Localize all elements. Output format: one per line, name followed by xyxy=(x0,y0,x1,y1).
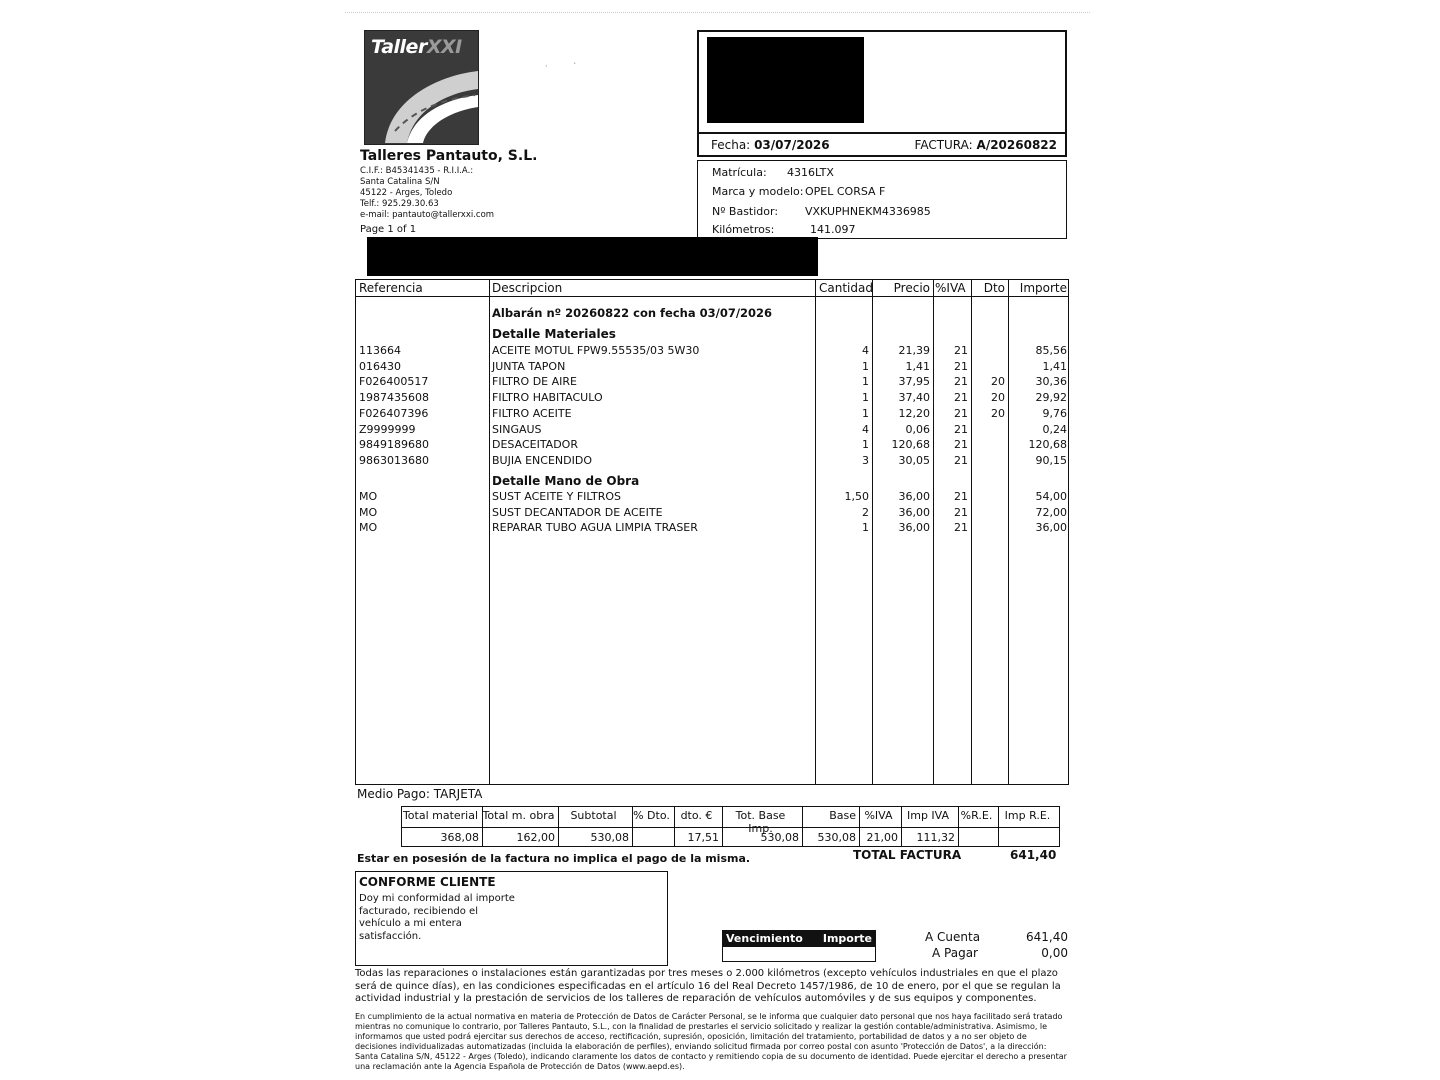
totals-header-imp-re: Imp R.E. xyxy=(1004,809,1051,822)
cell-importe: 1,41 xyxy=(1042,359,1067,373)
page-top-edge xyxy=(345,12,1090,13)
cell-desc: SINGAUS xyxy=(492,422,542,436)
cell-ref: 9863013680 xyxy=(359,453,429,467)
cell-desc: JUNTA TAPON xyxy=(492,359,566,373)
cell-ref: 016430 xyxy=(359,359,401,373)
col-iva: %IVA xyxy=(935,281,966,295)
cell-desc: DESACEITADOR xyxy=(492,438,578,452)
km-value: 141.097 xyxy=(810,223,856,236)
total-factura-label: TOTAL FACTURA xyxy=(853,848,962,862)
cell-importe: 36,00 xyxy=(1035,521,1067,535)
logo-wordmark: TallerXXI xyxy=(371,36,462,58)
col-referencia: Referencia xyxy=(359,281,423,295)
cell-desc: ACEITE MOTUL FPW9.55535/03 5W30 xyxy=(492,344,700,357)
company-info: C.I.F.: B45341435 - R.I.I.A.: Santa Catalina S/N 45122 - Arges, Toledo Telf.: 925.29.30.63 e-mail: pantauto@tallerxxi.com xyxy=(360,166,495,220)
bastidor-label: Nº Bastidor: xyxy=(712,205,779,218)
scan-specks: · ` xyxy=(545,62,577,71)
cell-iva: 21 xyxy=(954,391,968,405)
conforme-box xyxy=(355,871,668,966)
cell-iva: 21 xyxy=(954,375,968,389)
totals-value-dto-eur: 17,51 xyxy=(687,831,719,844)
cell-iva: 21 xyxy=(954,505,968,519)
cell-desc: SUST ACEITE Y FILTROS xyxy=(492,490,622,503)
invoice-number: FACTURA: A/20260822 xyxy=(914,138,1057,152)
cell-desc: FILTRO ACEITE xyxy=(492,406,572,420)
company-name: Talleres Pantauto, S.L. xyxy=(360,148,538,164)
cell-importe: 30,36 xyxy=(1035,375,1067,389)
col-importe: Importe xyxy=(1019,281,1067,295)
km-label: Kilómetros: xyxy=(712,223,775,236)
cell-precio: 36,00 xyxy=(898,521,930,535)
page-number: Page 1 of 1 xyxy=(360,224,417,235)
cell-desc: FILTRO DE AIRE xyxy=(492,375,577,389)
cell-precio: 0,06 xyxy=(905,422,930,436)
cell-precio: 37,95 xyxy=(898,375,930,389)
cell-ref: F026407396 xyxy=(359,406,429,420)
cell-ref: Z9999999 xyxy=(359,422,416,436)
cell-cantidad: 4 xyxy=(862,422,869,436)
cell-ref: 113664 xyxy=(359,344,401,357)
cell-ref: MO xyxy=(359,490,378,503)
cell-desc: SUST DECANTADOR DE ACEITE xyxy=(492,505,663,519)
totals-value-total-obra: 162,00 xyxy=(516,831,555,844)
matricula-label: Matrícula: xyxy=(712,166,767,179)
cell-precio: 21,39 xyxy=(898,344,930,357)
vencimiento-label: Vencimiento xyxy=(726,932,803,945)
garantia-text: Todas las reparaciones o instalaciones están garantizadas por tres meses o 2.000 kilómetros (excepto vehículos industriales en que el plazo será de quince días), en las condiciones especificadas en el artículo 16 del Real Decreto 1457/1986, de 10 de enero, por el que se regulan la actividad industrial y la prestación de servicios de los talleres de reparación de vehículos automóviles y de sus equipos y componentes. xyxy=(355,968,1061,1004)
matricula-value: 4316LTX xyxy=(787,166,834,179)
cell-cantidad: 4 xyxy=(862,344,869,357)
redacted-client-block xyxy=(707,37,864,123)
vehicle-info-box xyxy=(697,160,1067,239)
cell-importe: 9,76 xyxy=(1042,406,1067,420)
cell-dto: 20 xyxy=(991,406,1005,420)
cell-cantidad: 1 xyxy=(862,359,869,373)
cell-cantidad: 1 xyxy=(862,375,869,389)
cell-cantidad: 1 xyxy=(862,438,869,452)
marca-value: OPEL CORSA F xyxy=(805,185,886,198)
road-swoosh-icon xyxy=(365,31,478,144)
cell-desc: BUJIA ENCENDIDO xyxy=(492,453,592,467)
totals-header-imp-iva: Imp IVA xyxy=(906,809,950,822)
marca-label: Marca y modelo: xyxy=(712,185,804,198)
vencimiento-header xyxy=(723,931,875,947)
a-cuenta-value: 641,40 xyxy=(1026,930,1068,944)
cell-ref: MO xyxy=(359,521,378,535)
a-pagar-value: 0,00 xyxy=(1041,946,1068,960)
cell-importe: 29,92 xyxy=(1035,391,1067,405)
redacted-client-line xyxy=(367,237,818,276)
totals-value-base: 530,08 xyxy=(817,831,856,844)
cell-precio: 1,41 xyxy=(905,359,930,373)
cell-dto: 20 xyxy=(991,375,1005,389)
cell-cantidad: 1 xyxy=(862,391,869,405)
cell-iva: 21 xyxy=(954,521,968,535)
totals-header-total-material: Total material xyxy=(402,809,479,822)
cell-desc: REPARAR TUBO AGUA LIMPIA TRASER xyxy=(492,521,698,535)
totals-table xyxy=(401,806,1060,847)
bastidor-value: VXKUPHNEKM4336985 xyxy=(805,205,931,218)
conforme-text: Doy mi conformidad al importe facturado, recibiendo el vehículo a mi entera satisfacción. xyxy=(359,893,515,942)
cell-importe: 120,68 xyxy=(1028,438,1067,452)
cell-importe: 72,00 xyxy=(1035,505,1067,519)
totals-header-dto-eur: dto. € xyxy=(680,809,713,822)
cell-precio: 36,00 xyxy=(898,505,930,519)
cell-precio: 12,20 xyxy=(898,406,930,420)
proteccion-datos-text: En cumplimiento de la actual normativa en materia de Protección de Datos de Carácter Personal, se le informa que cualquier dato personal que nos haya facilitado será tratado mientras no comunique lo contrario, por Talleres Pantauto, S.L., con la finalidad de prestarles el servicio solicitado y realizar la gestión contable/administrativa. Asimismo, le informamos que usted podrá ejercitar sus derechos de acceso, rectificación, supresión, oposición, limitación del tratamiento, portabilidad de datos y a no ser objeto de decisiones individualizadas automatizadas (incluida la elaboración de perfiles), enviando solicitud firmada por correo postal con asunto 'Protección de Datos', a la dirección: Santa Catalina S/N, 45122 - Arges (Toledo), indicando claramente los datos de contacto y remitiendo copia de su documento de identidad. Puede ejercitar el derecho a presentar una reclamación ante la Agencia Española de Protección de Datos (www.aepd.es). xyxy=(355,1012,1067,1071)
totals-header-iva: %IVA xyxy=(864,809,893,822)
invoice-date-number-box xyxy=(697,132,1067,157)
vencimiento-box xyxy=(722,930,876,962)
albaran-line: Albarán nº 20260822 con fecha 03/07/2026 xyxy=(492,306,773,320)
cell-importe: 85,56 xyxy=(1035,344,1067,357)
totals-value-base-imp: 530,08 xyxy=(760,831,799,844)
company-logo xyxy=(364,30,479,145)
cell-ref: 9849189680 xyxy=(359,438,429,452)
cell-importe: 54,00 xyxy=(1035,490,1067,503)
invoice-date: Fecha: 03/07/2026 xyxy=(711,138,830,152)
totals-header-pct-dto: % Dto. xyxy=(633,809,670,822)
cell-importe: 90,15 xyxy=(1035,453,1067,467)
cell-ref: F026400517 xyxy=(359,375,429,389)
cell-iva: 21 xyxy=(954,453,968,467)
cell-iva: 21 xyxy=(954,359,968,373)
conforme-title: CONFORME CLIENTE xyxy=(359,875,496,889)
cell-cantidad: 1,50 xyxy=(844,490,869,503)
section-mano-obra: Detalle Mano de Obra xyxy=(492,474,640,488)
a-pagar-label: A Pagar xyxy=(932,946,978,960)
col-dto: Dto xyxy=(983,281,1005,295)
a-cuenta-label: A Cuenta xyxy=(925,930,981,944)
totals-header-total-obra: Total m. obra xyxy=(482,809,555,822)
cell-desc: FILTRO HABITACULO xyxy=(492,391,603,405)
vencimiento-importe-label: Importe xyxy=(822,932,872,945)
totals-header-subtotal: Subtotal xyxy=(570,809,617,822)
cell-cantidad: 2 xyxy=(862,505,869,519)
cell-cantidad: 1 xyxy=(862,406,869,420)
col-descripcion: Descripcion xyxy=(492,281,563,295)
cell-precio: 30,05 xyxy=(898,453,930,467)
cell-iva: 21 xyxy=(954,438,968,452)
totals-header-base-imp: Tot. Base Imp. xyxy=(735,809,786,835)
cell-iva: 21 xyxy=(954,422,968,436)
payment-method: Medio Pago: TARJETA xyxy=(357,787,483,801)
cell-cantidad: 1 xyxy=(862,521,869,535)
cell-importe: 0,24 xyxy=(1042,422,1067,436)
totals-header-base: Base xyxy=(829,809,856,822)
col-cantidad: Cantidad xyxy=(819,281,873,295)
cell-dto: 20 xyxy=(991,391,1005,405)
totals-header-re: %R.E. xyxy=(960,809,993,822)
cell-precio: 36,00 xyxy=(898,490,930,503)
col-precio: Precio xyxy=(893,281,930,295)
cell-cantidad: 3 xyxy=(862,453,869,467)
items-table xyxy=(355,279,1069,785)
cell-iva: 21 xyxy=(954,344,968,357)
cell-iva: 21 xyxy=(954,490,968,503)
totals-value-imp-iva: 111,32 xyxy=(916,831,955,844)
section-materiales: Detalle Materiales xyxy=(492,327,616,341)
cell-iva: 21 xyxy=(954,406,968,420)
totals-value-total-material: 368,08 xyxy=(440,831,479,844)
cell-precio: 37,40 xyxy=(898,391,930,405)
totals-value-iva: 21,00 xyxy=(866,831,898,844)
cell-precio: 120,68 xyxy=(891,438,930,452)
cell-ref: MO xyxy=(359,505,378,519)
payment-note: Estar en posesión de la factura no implica el pago de la misma. xyxy=(357,852,751,865)
cell-ref: 1987435608 xyxy=(359,391,429,405)
total-factura-value: 641,40 xyxy=(1010,848,1057,862)
totals-value-subtotal: 530,08 xyxy=(590,831,629,844)
